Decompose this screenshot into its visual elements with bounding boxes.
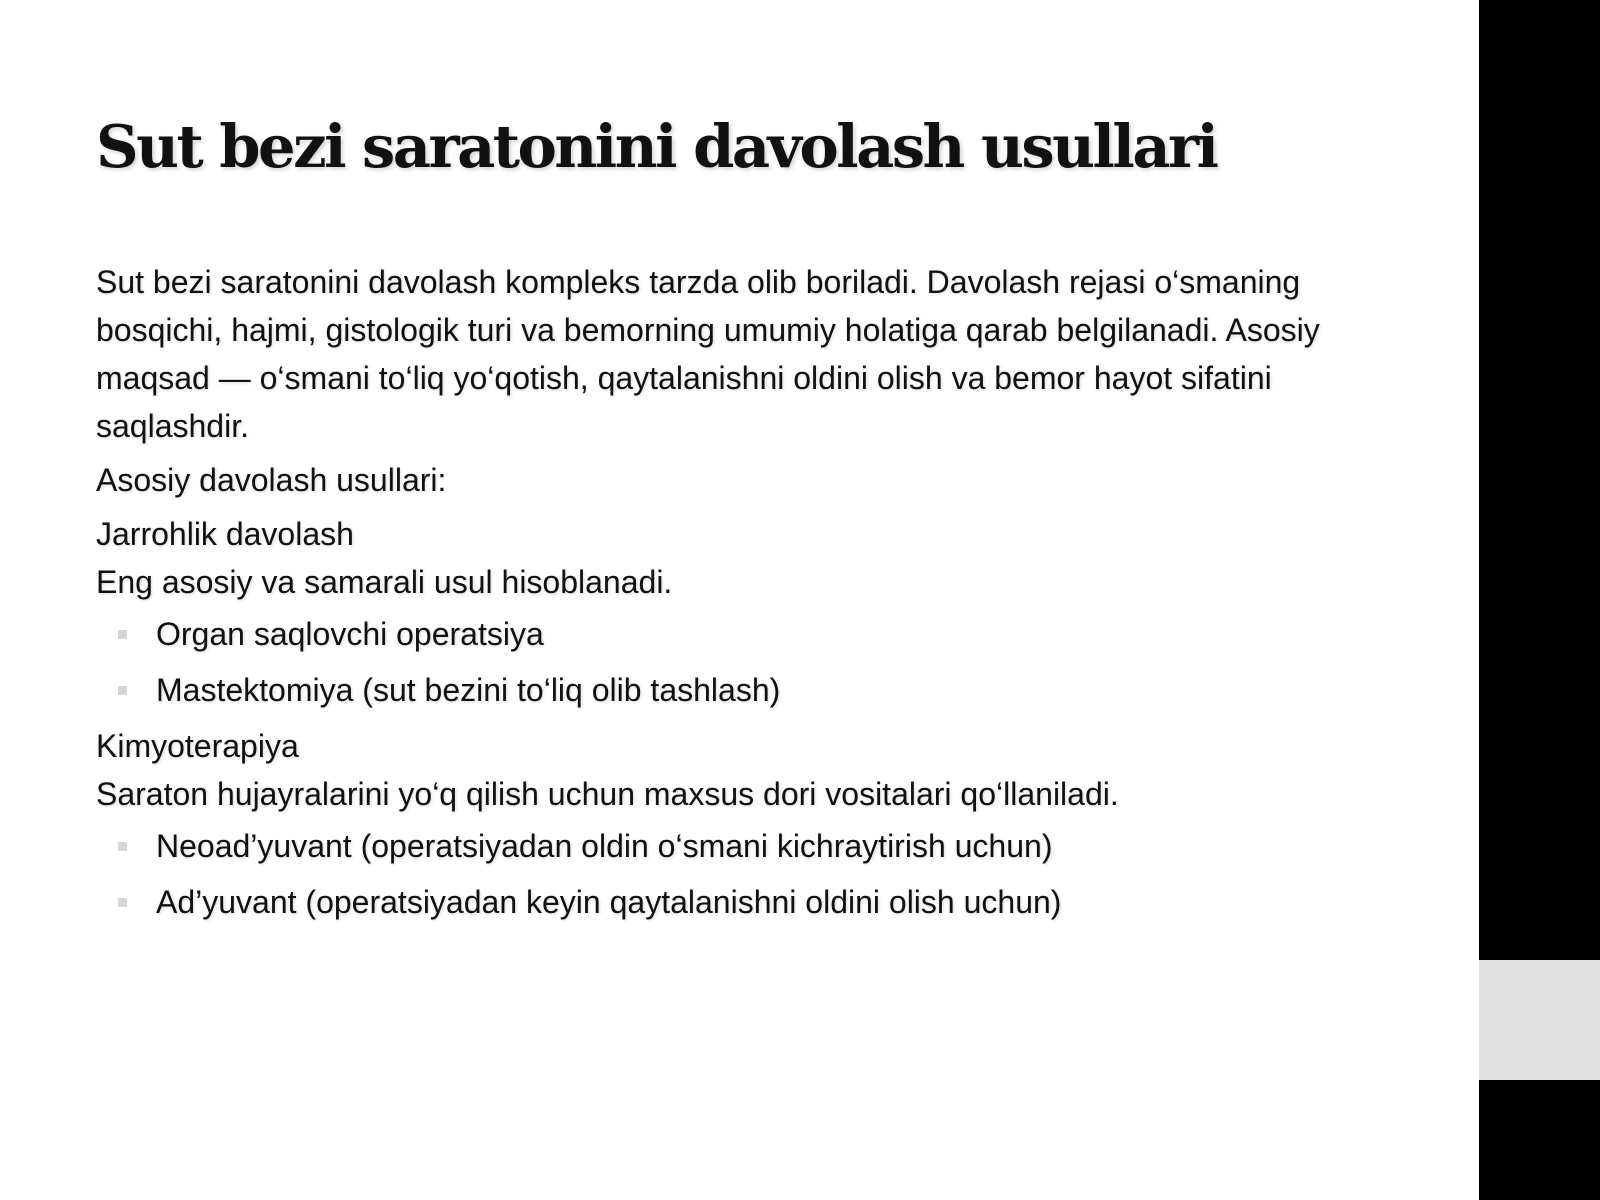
bullet-icon [118,630,127,639]
list-item-label: Mastektomiya (sut bezini to‘liq olib tashlash) [156,672,781,708]
list-item [96,822,1346,870]
bullet-icon [118,898,127,907]
surgery-heading: Jarrohlik davolash [96,516,354,552]
chemo-list [96,822,1346,926]
list-item [96,666,1346,714]
surgery-description: Eng asosiy va samarali usul hisoblanadi. [96,564,673,600]
intro-paragraph: Sut bezi saratonini davolash kompleks tarzda olib boriladi. Davolash rejasi o‘smaning bosqichi, hajmi, gistologik turi va bemorning umumiy holatiga qarab belgilanadi. Asosiy maqsad — o‘smani to‘liq yo‘qotish, qaytalanishni oldini olish va bemor hayot sifatini saqlashdir. [96,264,1320,444]
bullet-icon [118,686,127,695]
chemo-description: Saraton hujayralarini yo‘q qilish uchun maxsus dori vositalari qo‘llaniladi. [96,776,1119,812]
list-item [96,610,1346,658]
list-item-label: Neoad’yuvant (operatsiyadan oldin o‘smani kichraytirish uchun) [156,828,1053,864]
slide-title: Sut bezi saratonini davolash usullari [96,112,1217,181]
bullet-icon [118,842,127,851]
side-bar-top [1479,0,1600,960]
methods-heading: Asosiy davolash usullari: [96,462,447,498]
list-item-label: Organ saqlovchi operatsiya [156,616,544,652]
slide-body [96,258,1346,934]
side-bar-accent [1479,960,1600,1080]
side-bar-bottom [1479,1080,1600,1200]
surgery-list [96,610,1346,714]
list-item [96,878,1346,926]
chemo-heading: Kimyoterapiya [96,728,299,764]
list-item-label: Ad’yuvant (operatsiyadan keyin qaytalanishni oldini olish uchun) [156,884,1062,920]
